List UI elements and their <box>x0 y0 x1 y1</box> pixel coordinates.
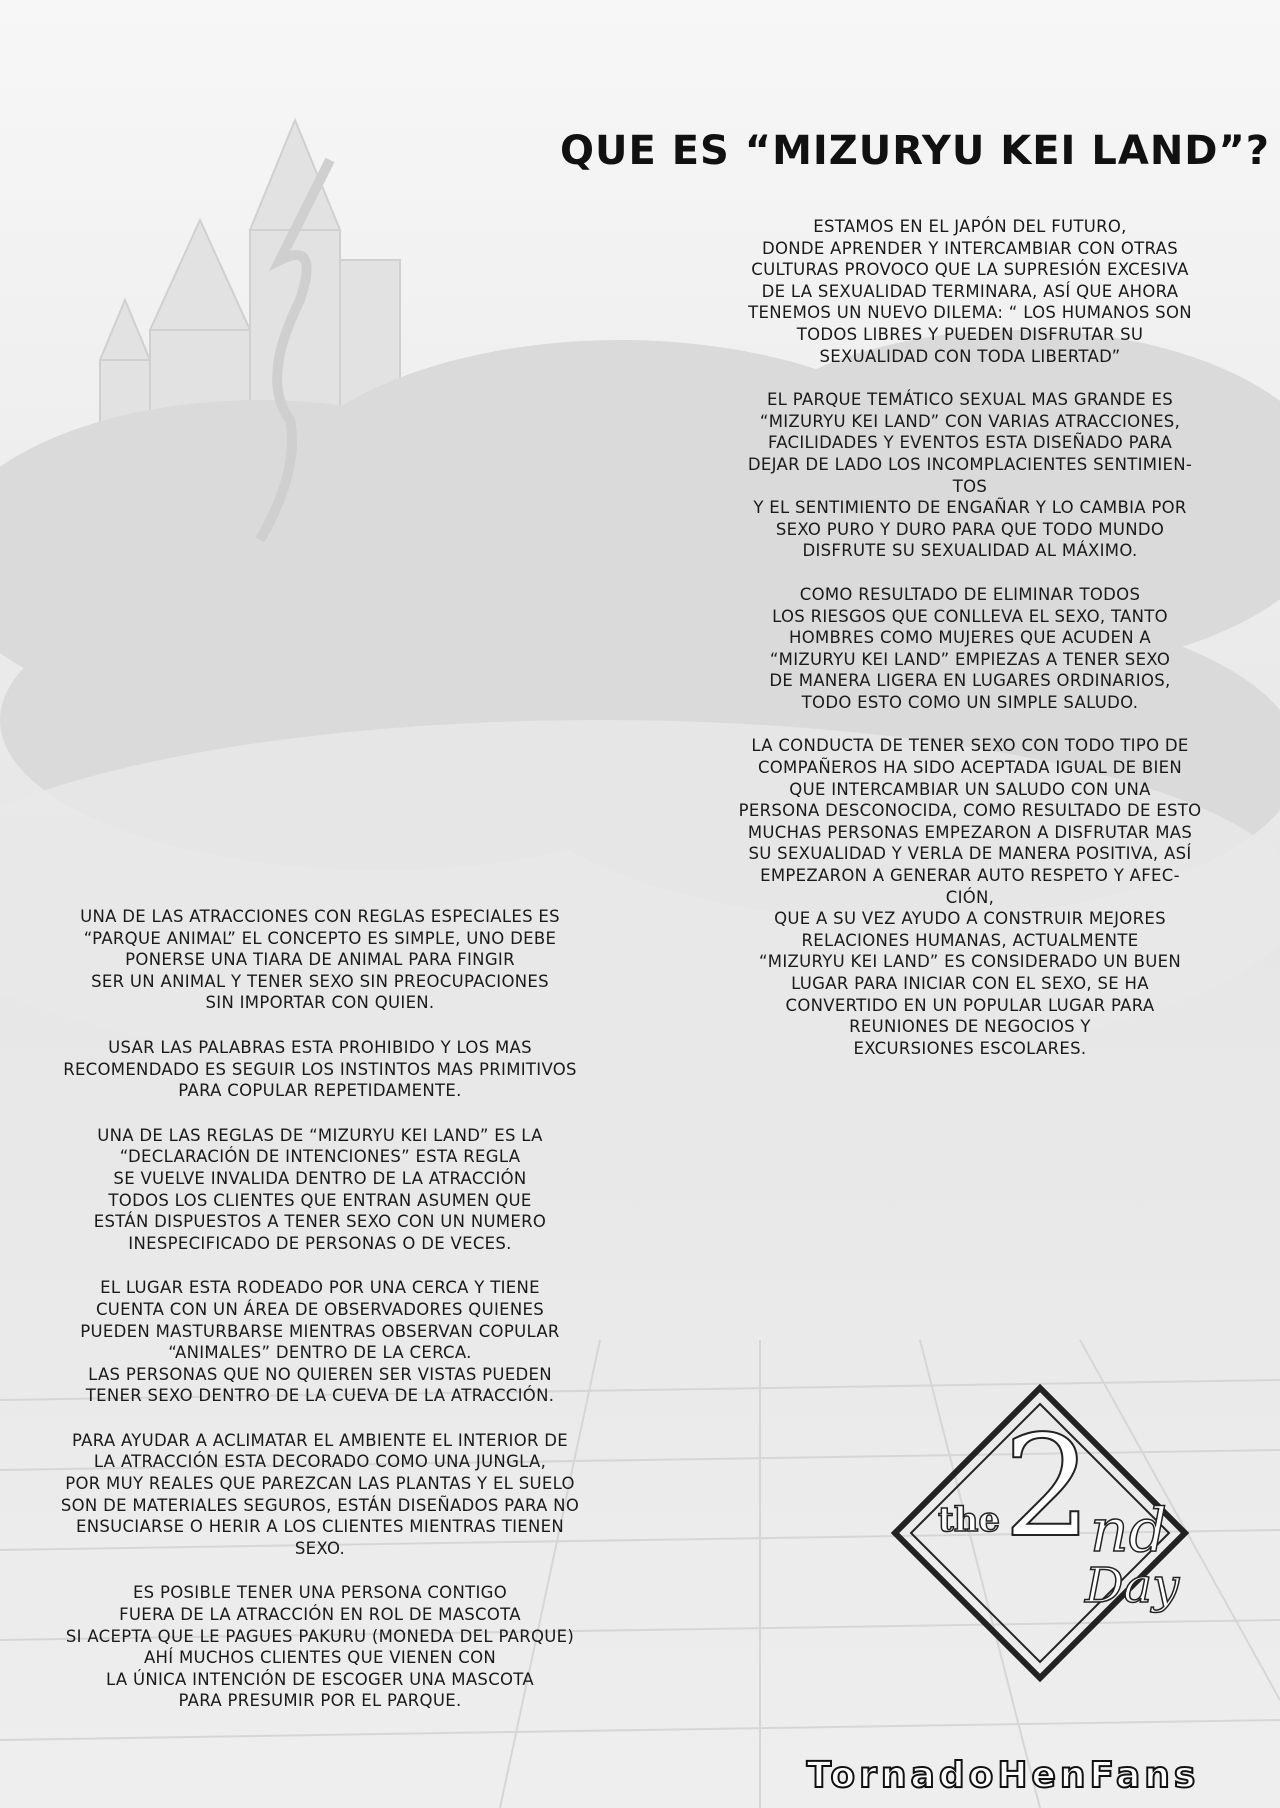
paragraph <box>20 1037 620 1102</box>
text-line: PARA AYUDAR A ACLIMATAR EL AMBIENTE EL INTERIOR DE <box>71 1430 569 1450</box>
text-line: ENSUCIARSE O HERIR A LOS CLIENTES MIENTRAS TIENEN <box>75 1517 565 1537</box>
text-line: FACILIDADES Y EVENTOS ESTA DISEÑADO PARA <box>767 433 1173 453</box>
text-line: “MIZURYU KEI LAND” EMPIEZAS A TENER SEXO <box>769 649 1171 669</box>
text-line: USAR LAS PALABRAS ESTA PROHIBIDO Y LOS MAS <box>108 1037 532 1057</box>
text-line: DE LA SEXUALIDAD TERMINARA, ASÍ QUE AHORA <box>761 281 1179 301</box>
text-line: LA ATRACCIÓN ESTA DECORADO COMO UNA JUNGLA, <box>93 1452 547 1472</box>
logo-number: 2 <box>1003 1406 1093 1569</box>
text-line: LA ÚNICA INTENCIÓN DE ESCOGER UNA MASCOTA <box>105 1669 534 1689</box>
text-line: SER UN ANIMAL Y TENER SEXO SIN PREOCUPACIONES <box>91 971 549 991</box>
text-line: SE VUELVE INVALIDA DENTRO DE LA ATRACCIÓN <box>113 1168 527 1188</box>
text-line: EMPEZARON A GENERAR AUTO RESPETO Y AFEC- <box>760 866 1180 886</box>
text-line: EL PARQUE TEMÁTICO SEXUAL MAS GRANDE ES <box>766 390 1174 410</box>
scanlation-credit: TornadoHenFans <box>806 1754 1200 1796</box>
text-line: SON DE MATERIALES SEGUROS, ESTÁN DISEÑADOS PARA NO <box>60 1495 580 1515</box>
text-line: SEXUALIDAD CON TODA LIBERTAD” <box>819 346 1121 366</box>
text-line: CULTURAS PROVOCO QUE LA SUPRESIÓN EXCESIVA <box>751 260 1189 280</box>
text-line: “MIZURYU KEI LAND” CON VARIAS ATRACCIONES, <box>759 411 1181 431</box>
the-2nd-day-logo <box>885 1378 1195 1688</box>
text-line: “DECLARACIÓN DE INTENCIONES” ESTA REGLA <box>119 1147 521 1167</box>
text-line: EXCURSIONES ESCOLARES. <box>853 1038 1087 1058</box>
attraction-rules-column <box>20 906 620 1735</box>
text-line: PERSONA DESCONOCIDA, COMO RESULTADO DE ESTO <box>738 801 1202 821</box>
text-line: TOS <box>952 476 988 496</box>
text-line: AHÍ MUCHOS CLIENTES QUE VIENEN CON <box>143 1648 497 1668</box>
paragraph <box>20 906 620 1014</box>
text-line: “PARQUE ANIMAL” EL CONCEPTO ES SIMPLE, UNO DEBE <box>83 928 557 948</box>
text-line: SEXO. <box>294 1538 346 1558</box>
text-line: DEJAR DE LADO LOS INCOMPLACIENTES SENTIMIEN- <box>747 454 1193 474</box>
text-line: DE MANERA LIGERA EN LUGARES ORDINARIOS, <box>769 671 1171 691</box>
text-line: COMPAÑEROS HA SIDO ACEPTADA IGUAL DE BIEN <box>757 758 1183 778</box>
text-line: TODO ESTO COMO UN SIMPLE SALUDO. <box>801 692 1139 712</box>
text-line: QUE INTERCAMBIAR UN SALUDO CON UNA <box>789 779 1151 799</box>
text-line: ES POSIBLE TENER UNA PERSONA CONTIGO <box>132 1583 508 1603</box>
text-line: LA CONDUCTA DE TENER SEXO CON TODO TIPO DE <box>751 736 1189 756</box>
text-line: “MIZURYU KEI LAND” ES CONSIDERADO UN BUEN <box>758 952 1182 972</box>
paragraph <box>20 1125 620 1255</box>
text-line: QUE A SU VEZ AYUDO A CONSTRUIR MEJORES <box>774 909 1166 929</box>
paragraph <box>20 1430 620 1560</box>
text-line: UNA DE LAS ATRACCIONES CON REGLAS ESPECIALES ES <box>80 907 560 926</box>
text-line: UNA DE LAS REGLAS DE “MIZURYU KEI LAND” ES LA <box>97 1125 543 1145</box>
text-line: PONERSE UNA TIARA DE ANIMAL PARA FINGIR <box>125 950 515 970</box>
logo-day: Day <box>1085 1558 1180 1614</box>
paragraph <box>660 584 1280 714</box>
text-line: EL LUGAR ESTA RODEADO POR UNA CERCA Y TIENE <box>100 1278 540 1298</box>
text-line: CUENTA CON UN ÁREA DE OBSERVADORES QUIENES <box>95 1299 545 1319</box>
text-line: Y EL SENTIMIENTO DE ENGAÑAR Y LO CAMBIA POR <box>753 498 1187 518</box>
text-line: PARA COPULAR REPETIDAMENTE. <box>178 1081 462 1101</box>
text-line: TENER SEXO DENTRO DE LA CUEVA DE LA ATRACCIÓN. <box>85 1386 555 1406</box>
text-line: REUNIONES DE NEGOCIOS Y <box>849 1017 1091 1037</box>
text-line: CONVERTIDO EN UN POPULAR LUGAR PARA <box>785 995 1155 1015</box>
text-line: SU SEXUALIDAD Y VERLA DE MANERA POSITIVA, ASÍ <box>748 844 1192 864</box>
text-line: RELACIONES HUMANAS, ACTUALMENTE <box>801 930 1139 950</box>
paragraph <box>660 735 1280 1059</box>
text-line: LOS RIESGOS QUE CONLLEVA EL SEXO, TANTO <box>772 606 1168 626</box>
text-line: ESTAMOS EN EL JAPÓN DEL FUTURO, <box>813 217 1127 236</box>
text-line: COMO RESULTADO DE ELIMINAR TODOS <box>799 584 1141 604</box>
paragraph <box>20 1582 620 1712</box>
text-line: SI ACEPTA QUE LE PAGUES PAKURU (MONEDA DEL PARQUE) <box>65 1626 575 1646</box>
text-line: FUERA DE LA ATRACCIÓN EN ROL DE MASCOTA <box>119 1605 521 1625</box>
text-line: INESPECIFICADO DE PERSONAS O DE VECES. <box>128 1233 512 1253</box>
text-line: RECOMENDADO ES SEGUIR LOS INSTINTOS MAS PRIMITIVOS <box>63 1059 577 1079</box>
text-line: LAS PERSONAS QUE NO QUIEREN SER VISTAS PUEDEN <box>88 1364 552 1384</box>
text-line: PUEDEN MASTURBARSE MIENTRAS OBSERVAN COPULAR <box>80 1321 560 1341</box>
text-line: TENEMOS UN NUEVO DILEMA: “ LOS HUMANOS SON <box>748 303 1192 323</box>
text-line: SIN IMPORTAR CON QUIEN. <box>205 993 435 1013</box>
logo-suffix: nd <box>1090 1496 1168 1566</box>
text-line: TODOS LIBRES Y PUEDEN DISFRUTAR SU <box>796 324 1144 344</box>
text-line: LUGAR PARA INICIAR CON EL SEXO, SE HA <box>791 974 1149 993</box>
text-line: HOMBRES COMO MUJERES QUE ACUDEN A <box>789 628 1151 648</box>
text-line: TODOS LOS CLIENTES QUE ENTRAN ASUMEN QUE <box>108 1190 532 1210</box>
intro-text-column <box>660 216 1280 1081</box>
text-line: PARA PRESUMIR POR EL PARQUE. <box>178 1691 462 1711</box>
paragraph <box>660 216 1280 367</box>
paragraph <box>20 1277 620 1407</box>
text-line: MUCHAS PERSONAS EMPEZARON A DISFRUTAR MAS <box>747 822 1193 842</box>
text-line: POR MUY REALES QUE PAREZCAN LAS PLANTAS Y EL SUELO <box>65 1474 575 1494</box>
text-line: CIÓN, <box>945 887 995 907</box>
text-line: DONDE APRENDER Y INTERCAMBIAR CON OTRAS <box>761 238 1179 258</box>
text-line: DISFRUTE SU SEXUALIDAD AL MÁXIMO. <box>802 541 1138 561</box>
logo-the: the <box>938 1500 1001 1540</box>
text-line: SEXO PURO Y DURO PARA QUE TODO MUNDO <box>775 519 1165 539</box>
paragraph <box>660 389 1280 562</box>
text-line: “ANIMALES” DENTRO DE LA CERCA. <box>168 1343 472 1363</box>
text-line: ESTÁN DISPUESTOS A TENER SEXO CON UN NUMERO <box>93 1212 547 1232</box>
page-title: QUE ES “MIZURYU KEI LAND”? <box>560 128 1270 174</box>
